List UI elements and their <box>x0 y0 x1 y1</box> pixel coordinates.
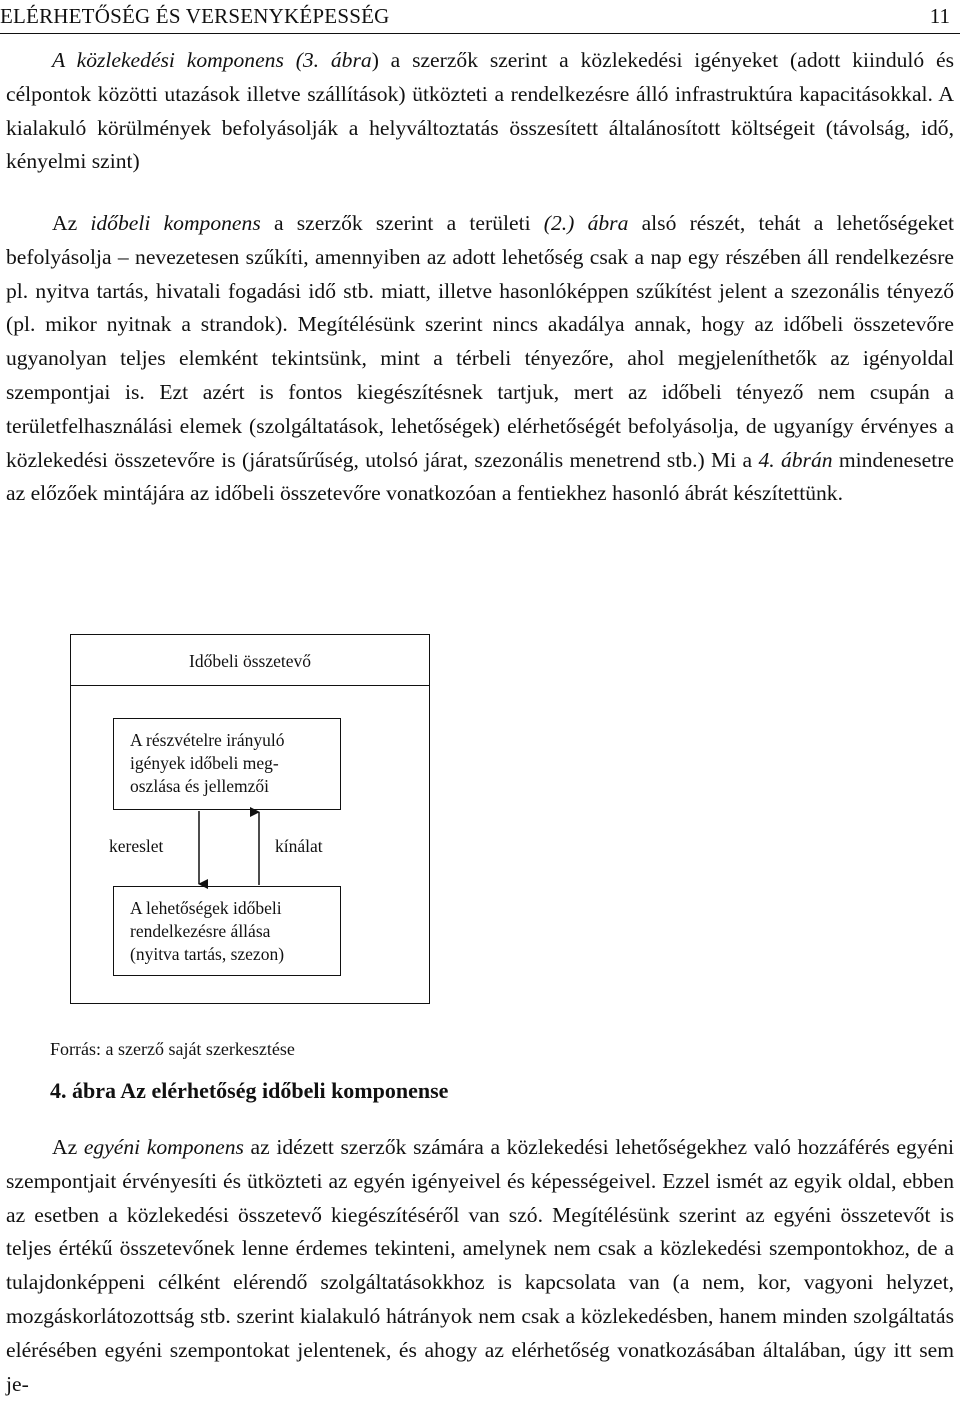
body-text: Az <box>52 211 91 235</box>
demand-line: A részvételre irányuló <box>130 730 285 750</box>
italic-text: egyéni komponens <box>83 1135 244 1159</box>
body-text: mindenesetre az előzőek mintájára az időbeli összetevőre vonatkozóan a fentiekhez hasonló ábrát készítettünk. <box>6 447 954 506</box>
body-text: Az <box>52 1135 84 1159</box>
body-text: az idézett szerzők számára a közlekedési lehetőségekhez való hozzáférés egyéni szempontjait érvényesíti és ütközteti az egyén igényeivel és képességeivel. Ezzel ismét az egyik oldal, ebben az esetben a közlekedési összetevő kiegészítéséről van szó. Megítélésünk szerint az egyéni összetevőt is teljes értékű összetevőnek lenne érdemes tekinteni, amelynek nem csak a közlekedési szempontokhoz, de a tulajdonképpeni célként elérendő szolgáltatásokkhoz is kapcsolata van (a nem, kor, vagyoni helyzet, mozgáskorlátozottság stb. szerint kialakuló hátrányok nem csak a közlekedésben, hanem minden szolgáltatás elérésében egyéni szempontokat jelentenek, és ahogy az elérhetőség vonatkozásában általában, úgy itt sem je- <box>6 1135 955 1396</box>
figure-caption: 4. ábra Az elérhetőség időbeli komponense <box>50 1078 449 1103</box>
running-title: ELÉRHETŐSÉG ÉS VERSENYKÉPESSÉG <box>0 4 390 28</box>
italic-text: időbeli komponens <box>90 211 261 235</box>
figure-title-box: Időbeli összetevő <box>70 634 430 686</box>
label-supply: kínálat <box>275 836 323 856</box>
body-text: alsó részét, tehát a lehetőségeket befolyásolja – nevezetesen szűkíti, amennyiben az adott lehetőség csak a nap egy részében áll rendelkezésre pl. nyitva tartás, hivatali fogadási idő stb. miatt, illetve hasonlóképpen szűkítést jelent a szezonális tényező (pl. mikor nyitnak a strandok). Megítélésünk szerint nincs akadálya annak, hogy az időbeli összetevőre ugyanolyan teljes elemként tekintsünk, mint a térbeli tényezőre, ahol megjeleníthetők az igényoldal szempontjai is. Ezt azért is fontos kiegészítésnek tartjuk, mert az időbeli tényező nem csupán a területfelhasználási elemek (szolgáltatások, lehetőségek) elérhetőségét befolyásolja, de ugyanígy érvényes a közlekedési összetevőre is (járatsűrűség, utolsó járat, szezonális menetrend stb.) Mi a <box>6 211 954 472</box>
supply-line: (nyitva tartás, szezon) <box>130 944 285 964</box>
italic-text: (2.) ábra <box>543 211 629 235</box>
supply-line: A lehetőségek időbeli <box>130 898 282 918</box>
supply-line: rendelkezésre állása <box>130 921 271 941</box>
demand-line: igények időbeli meg- <box>130 753 279 773</box>
body-text: ) a szerzők szerint a közlekedési igényeket (adott kiinduló és célpontok közötti utazások illetve szállítások) ütközteti a rendelkezésre álló infrastruktúra kapacitásokkal. A kialakuló körülmények befolyásolják a helyváltoztatás összesített általánosított költségeit (távolság, idő, kényelmi szint) <box>6 48 955 174</box>
label-demand: kereslet <box>109 836 164 856</box>
italic-text: A közlekedési komponens (3. ábra <box>52 48 372 72</box>
italic-text: 4. ábrán <box>758 447 833 472</box>
paragraph-individual-component <box>6 1131 954 1401</box>
figure-source: Forrás: a szerző saját szerkesztése <box>50 1039 295 1059</box>
demand-line: oszlása és jellemzői <box>130 776 269 796</box>
page-number: 11 <box>929 4 950 28</box>
body-text: a szerzők szerint a területi <box>260 211 544 235</box>
